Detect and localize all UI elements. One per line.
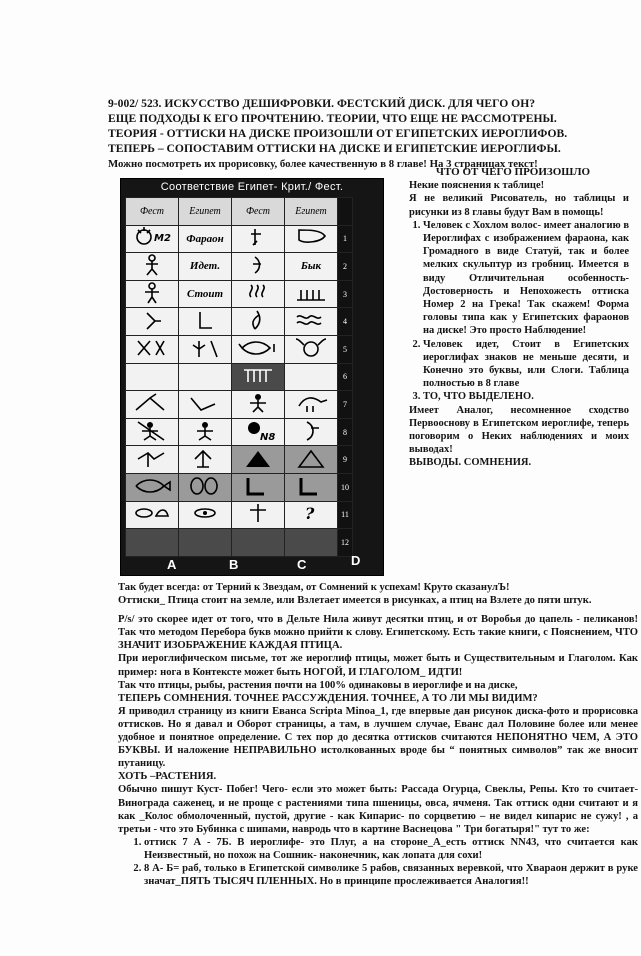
body-paragraph: ХОТЬ –РАСТЕНИЯ. [118,771,217,783]
header-line-1: 9-002/ 523. ИСКУССТВО ДЕШИФРОВКИ. ФЕСТСКИЙ ДИСК. ДЛЯ ЧЕГО ОН? [108,97,536,110]
glyph-cell [285,308,338,336]
bird-glyph [132,447,172,469]
angle-glyph [291,475,331,497]
glyph-cell: Фараон [179,225,232,253]
page-header [108,96,608,156]
fish-glyph [238,337,278,359]
glyph-cell [126,473,179,501]
list-item: 1. оттиск 7 А - 7Б. В иероглифе- это Плуг, а на стороне_А_есть оттиск NN43, что считается как Неизвестный, но похож на Сошник- наконечник, как лопата для сохи! [144,836,638,862]
wave-glyph [291,309,331,331]
body-paragraph: Оттиски_ Птица стоит на земле, или Взлетает имеется в рисунках, а птиц на Взлете до пяти штук. [118,595,592,607]
glyph-label: M2 [154,233,171,245]
table-row [126,529,353,557]
leg-glyph [137,309,167,331]
walking-man-glyph [137,254,167,276]
col-header-1: Фест [126,198,179,226]
eye-glyph [185,502,225,524]
right-intro: Некие пояснения к таблице! [409,180,545,192]
captive-glyph [185,420,225,442]
right-intro-2: Я не великий Рисователь, но таблицы и рисунки из 8 главы будут Вам в помощь! [409,193,629,218]
right-after: Имеет Аналог, несомненное сходство Первооснову в Египетском иероглифе, теперь поговорим о Неких наблюдениях и моих выводах! [409,404,629,456]
col-header-2: Египет [179,198,232,226]
comb-glyph [291,282,331,304]
plow-glyph [185,392,225,414]
glyph-cell [126,391,179,419]
list-item: 2. 8 А- Б= раб, только в Египетской символике 5 рабов, связанных веревкой, что Хвараон держит в руке значат_ПЯТЬ ТЫСЯЧ ПЛЕННЫХ. Но в принципе прослеживается Аналогия!! [144,862,638,888]
figure-glyph [243,254,273,276]
row-number: 12 [338,529,353,557]
glyph-cell [232,253,285,281]
row-number: 5 [338,335,353,363]
glyph-cell [232,308,285,336]
pharaoh-head-glyph [132,226,172,248]
table-grid [125,197,353,557]
table-row [126,308,353,336]
body-paragraph: Я приводил страницу из книги Еванса Scripta Minoa_1, где впервые дан рисунок диска-фото и прорисовка оттисков. Но я давал и Оборот страницы, а там, в лучшем случае, Еванс дал Половине более или менее удобное и понятное определение. С тех пор до десятка оттисков считаются НЕПОНЯТНО ЧЕМ, А ЭТО БУКВЫ. И наложение НЕПРАВИЛЬНО истолкованных вроде бы “ понятных символов” так же вносит путаницу. [118,705,638,770]
bull-head-glyph [291,337,331,359]
cross-glyph [238,502,278,524]
figure-glyph [291,420,331,442]
list-item: 3. ТО, ЧТО ВЫДЕЛЕНО. [423,390,629,403]
glyph-cell [126,280,179,308]
glyph-cell [232,335,285,363]
glyph-cell [232,363,285,391]
captive-glyph [132,420,172,442]
table-row [126,391,353,419]
col-header-4: Египет [285,198,338,226]
fish-glyph [132,475,172,497]
row-number: 7 [338,391,353,419]
triangle-glyph [238,447,278,469]
eye-glyph [132,502,172,524]
glyph-cell [126,335,179,363]
table-row [126,225,353,253]
hieroglyph-comparison-table [120,178,384,576]
row-number: 11 [338,501,353,529]
fish-glyph [185,475,225,497]
header-line-4: ТЕПЕРЬ – СОПОСТАВИМ ОТТИСКИ НА ДИСКЕ И ЕГИПЕТСКИЕ ИЕРОГЛИФЫ. [108,142,561,155]
body-paragraph: При иероглифическом письме, тот же иероглиф птицы, может быть и Существительным и Глаголом. Как пример: нога в Контексте может быть НОГОЙ, И ГЛАГОЛОМ_ ИДТИ! [118,653,638,678]
glyph-cell [179,418,232,446]
glyph-cell [285,335,338,363]
standing-man-glyph [137,282,167,304]
glyph-cell [285,280,338,308]
glyph-cell [285,418,338,446]
angle-glyph [238,475,278,497]
walking-man-glyph [238,392,278,414]
header-line-2: ЕЩЕ ПОДХОДЫ К ЕГО ПРОЧТЕНИЮ. ТЕОРИИ, ЧТО ЕЩЕ НЕ РАССМОТРЕНЫ. [108,112,557,125]
glyph-cell [232,418,285,446]
column-letter-b: B [229,557,239,572]
glyph-cell [179,473,232,501]
body-paragraph: P/s/ это скорее идет от того, что в Дельте Нила живут десятки птиц, и от Воробья до цапель - пеликанов! Так что методом Перебора букв можно прийти к слову. Египетскому. Есть такие книги, с Пояснением, ЧТО ЗНАЧИТ ИЗОБРАЖЕНИЕ КАЖДАЯ ПТИЦА. [118,614,638,652]
glyph-cell: Стоит [179,280,232,308]
glyph-cell [126,363,179,391]
glyph-cell [232,473,285,501]
glyph-cell [285,446,338,474]
glyph-cell [232,501,285,529]
body-list [118,836,638,888]
right-column-notes [397,166,629,470]
glyph-cell [126,253,179,281]
head-glyph [291,226,331,248]
table-row [126,363,353,391]
table-row [126,418,353,446]
tree-glyph [185,337,225,359]
animal-glyph [238,420,278,442]
glyph-cell [285,473,338,501]
glyph-cell [179,391,232,419]
svg-text:?: ? [305,504,315,524]
glyph-cell [232,280,285,308]
glyph-cell [126,308,179,336]
row-number: 2 [338,253,353,281]
glyph-cell: Бык [285,253,338,281]
column-letter-c: C [297,557,307,572]
right-column-title: ЧТО ОТ ЧЕГО ПРОИЗОШЛО [435,166,591,178]
table-row [126,280,353,308]
body-paragraph: Так будет всегда: от Терний к Звездам, от Сомнений к успехам! Круто сказанулЪ! [118,582,510,593]
glyph-cell [179,335,232,363]
glyph-cell [232,446,285,474]
glyph-cell [126,225,179,253]
body-paragraph: ТЕПЕРЬ СОМНЕНИЯ. ТОЧНЕЕ РАССУЖДЕНИЯ. ТОЧНЕЕ, А ТО ЛИ МЫ ВИДИМ? [118,692,538,704]
plow-glyph [132,392,172,414]
row-number: 3 [338,280,353,308]
glyph-cell [232,529,285,557]
glyph-cell [285,363,338,391]
glyph-cell [285,529,338,557]
glyph-cell [126,446,179,474]
table-row [126,253,353,281]
row-number: 9 [338,446,353,474]
table-row [126,335,353,363]
row-number: 8 [338,418,353,446]
glyph-cell [232,391,285,419]
glyph-cell [126,418,179,446]
glyph-cell [179,446,232,474]
crossed-figure-glyph [132,337,172,359]
header-line-3: ТЕОРИЯ - ОТТИСКИ НА ДИСКЕ ПРОИЗОШЛИ ОТ ЕГИПЕТСКИХ ИЕРОГЛИФОВ. [108,127,568,140]
col-header-3: Фест [232,198,285,226]
table-row [126,501,353,529]
glyph-cell [179,529,232,557]
glyph-cell [285,225,338,253]
glyph-cell [179,501,232,529]
leg-glyph [190,309,220,331]
comb-glyph [238,364,278,386]
glyph-label: N8 [260,431,276,442]
row-number: 6 [338,363,353,391]
list-item: 1. Человек с Хохлом волос- имеет аналогию в Иероглифах с изображением фараона, как Громадного в виде Статуй, так и более мелких скульптур из гробниц. Имеется в виду Отличительная особенность- Достоверность и Непохожесть оттиска Номер 2 на Грека! Так скажем! Форма головы типа как у Египетских фараонов на диске! Это просто Наблюдение! [423,219,629,338]
list-item: 2. Человек идет, Стоит в Египетских иероглифах знаков не меньше десяти, и Конечно это буквы, или Слоги. Таблица полностью в 8 главе [423,338,629,391]
glyph-cell [285,391,338,419]
triangle-glyph [291,447,331,469]
table-title: Соответствие Египет- Крит./ Фест. [160,181,344,193]
glyph-cell [126,501,179,529]
table-header-row [126,198,353,226]
row-number: 1 [338,225,353,253]
bird-glyph [291,392,331,414]
row-number: 4 [338,308,353,336]
figure-glyph [243,226,273,248]
glyph-cell [285,501,338,529]
column-letter-a: A [167,557,177,572]
glyph-cell [126,529,179,557]
table-row [126,473,353,501]
glyph-cell: Идет. [179,253,232,281]
wave-glyph [243,282,273,304]
glyph-cell [232,225,285,253]
body-paragraph: Обычно пишут Куст- Побег! Чего- если это может быть: Рассада Огурца, Свеклы, Репы. Кто то считает-Винограда саженец, и не проще с растениями типа пшеницы, овса, ячменя. Так оттиск одни считают и я как _Колос обмолоченный, пустой, другие - как Кипарис- по сорцветию – не видел кипарис не сужу! , а третьи - что это Бубинка с шипами, навродь что в картине Васнецова " Три богатыря!" тут то же: [118,784,638,835]
table-row [126,446,353,474]
body-text [118,581,638,888]
bird-glyph [185,447,225,469]
row-number: 10 [338,473,353,501]
body-paragraph: Так что птицы, рыбы, растения почти на 100% одинаковы в иероглифе и на диске, [118,679,518,691]
question-glyph [291,502,331,524]
glyph-cell [179,363,232,391]
column-letter-d: D [351,553,361,568]
header-note: Можно посмотреть их прорисовку, более качественную в 8 главе! На 3 страницах текст! [108,158,538,170]
glyph-cell [179,308,232,336]
plant-glyph [243,309,273,331]
right-list [397,219,629,404]
right-conclusion: ВЫВОДЫ. СОМНЕНИЯ. [409,457,532,469]
